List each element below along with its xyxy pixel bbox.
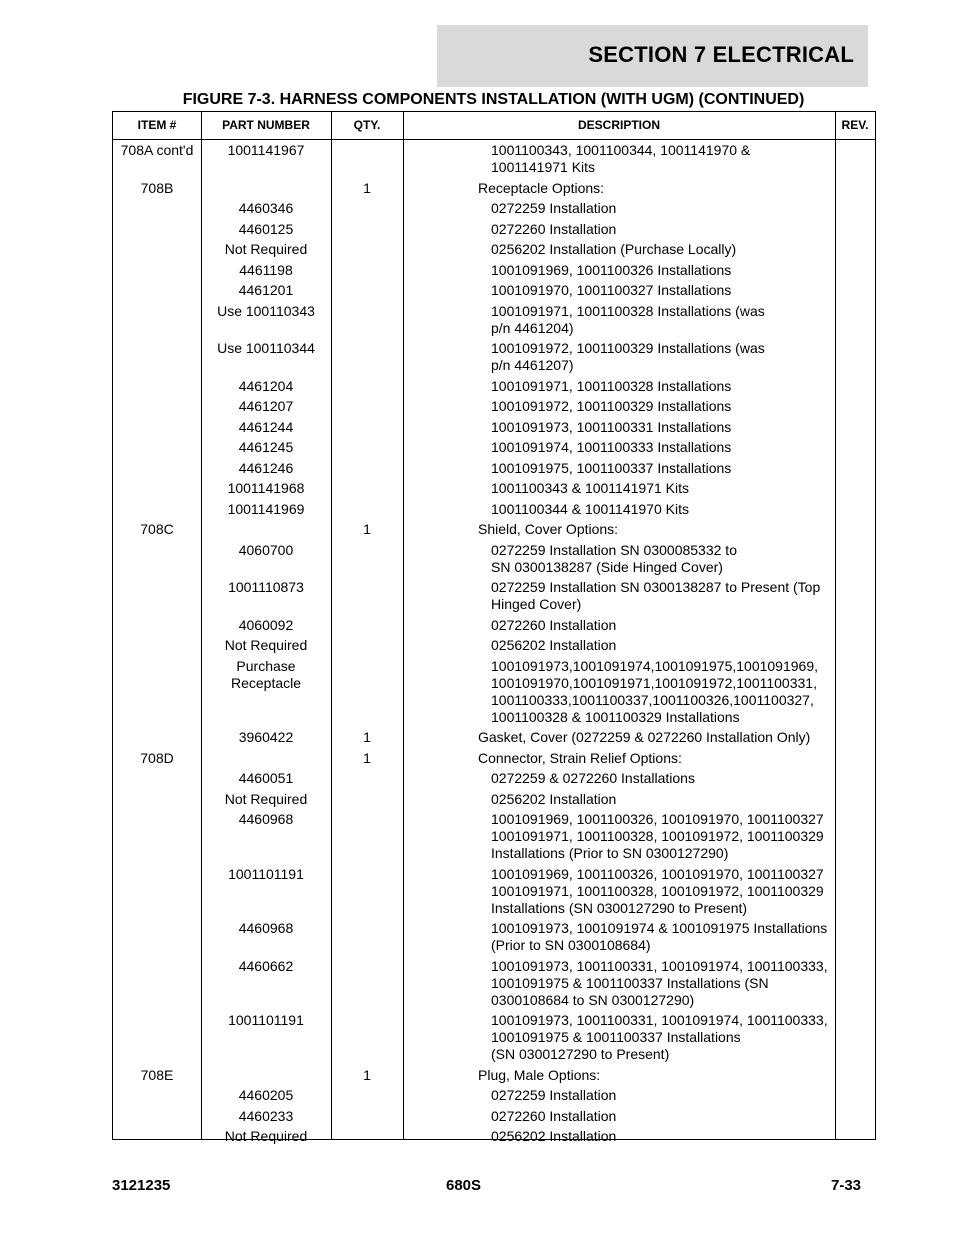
part-number-cell: 4461207 xyxy=(238,398,294,414)
description-cell: 1001091973, 1001100331 Installations xyxy=(491,418,732,435)
footer-page: 7-33 xyxy=(831,1177,862,1194)
description-cell: 0272259 Installation xyxy=(491,200,617,216)
footer-doc-number: 3121235 xyxy=(112,1177,171,1194)
section-banner xyxy=(437,25,868,87)
figure-title: FIGURE 7-3. HARNESS COMPONENTS INSTALLATION (WITH UGM) (CONTINUED) xyxy=(182,91,805,108)
column-divider xyxy=(331,112,332,1139)
part-number-cell: 1001110873 xyxy=(228,579,304,595)
part-number-cell: 4060092 xyxy=(238,616,294,633)
part-number-cell: 1001141967 xyxy=(227,142,305,158)
qty-cell: 1 xyxy=(363,749,371,766)
description-cell: 1001091969, 1001100326, 1001091970, 1001100327 1001091971, 1001100328, 1001091972, 1001100329 Installations (Prior to SN 0300127290) xyxy=(491,811,824,861)
part-number-cell: 4461245 xyxy=(238,439,294,455)
description-cell: 1001091970, 1001100327 Installations xyxy=(491,282,732,298)
description-cell: Receptacle Options: xyxy=(478,179,605,196)
part-number-cell: Not Required xyxy=(224,637,308,653)
part-number-cell: 4461198 xyxy=(239,261,293,278)
header-qty: QTY. xyxy=(353,118,381,132)
item-cell: 708E xyxy=(140,1066,174,1083)
description-cell: 1001091973, 1001100331, 1001091974, 1001100333, 1001091975 & 1001100337 Installations (SN 0300108684 to SN 0300127290) xyxy=(491,957,828,1008)
header-divider xyxy=(113,139,875,140)
header-rev: REV. xyxy=(841,118,869,132)
qty-cell: 1 xyxy=(363,729,371,745)
qty-cell: 1 xyxy=(363,1066,371,1083)
part-number-cell: 4460233 xyxy=(238,1107,294,1124)
header-item: ITEM # xyxy=(137,118,177,132)
part-number-cell: 3960422 xyxy=(238,729,294,745)
description-cell: 1001091973,1001091974,1001091975,1001091969, 1001091970,1001091971,1001091972,1001100331, 1001100333,1001100337,1001100326,1001100327, 1001100328 & 1001100329 Installations xyxy=(491,657,819,725)
description-cell: Connector, Strain Relief Options: xyxy=(478,749,682,766)
part-number-cell: Use 100110344 xyxy=(217,340,315,356)
item-cell: 708C xyxy=(140,521,174,537)
qty-cell: 1 xyxy=(363,521,371,537)
part-number-cell: 4461246 xyxy=(238,459,294,476)
description-cell: 1001091973, 1001091974 & 1001091975 Installations (Prior to SN 0300108684) xyxy=(491,920,828,953)
part-number-cell: 4460346 xyxy=(238,200,294,216)
part-number-cell: 1001141969 xyxy=(227,500,305,517)
description-cell: Gasket, Cover (0272259 & 0272260 Installation Only) xyxy=(478,729,811,745)
description-cell: 1001100343 & 1001141971 Kits xyxy=(491,480,689,496)
part-number-cell: 4460662 xyxy=(238,957,294,974)
description-cell: 1001100343, 1001100344, 1001141970 & 1001141971 Kits xyxy=(491,142,751,175)
footer-model: 680S xyxy=(446,1177,482,1194)
description-cell: 1001091972, 1001100329 Installations xyxy=(491,398,732,414)
description-cell: 0272259 Installation SN 0300085332 to SN 0300138287 (Side Hinged Cover) xyxy=(491,541,737,575)
description-cell: 0256202 Installation xyxy=(491,1128,617,1144)
description-cell: 0272259 Installation SN 0300138287 to Present (Top Hinged Cover) xyxy=(491,579,821,612)
part-number-cell: 4460051 xyxy=(238,770,294,786)
item-cell: 708D xyxy=(140,749,174,766)
description-cell: Plug, Male Options: xyxy=(478,1066,601,1083)
column-divider xyxy=(403,112,404,1139)
part-number-cell: 1001101191 xyxy=(228,865,304,882)
part-number-cell: 1001141968 xyxy=(227,480,305,496)
description-cell: 1001091969, 1001100326 Installations xyxy=(491,261,732,278)
description-cell: 0256202 Installation xyxy=(491,790,617,807)
description-cell: 1001091971, 1001100328 Installations xyxy=(491,377,732,394)
description-cell: 0272260 Installation xyxy=(491,1107,617,1124)
description-cell: 0256202 Installation (Purchase Locally) xyxy=(491,241,737,257)
part-number-cell: 4460125 xyxy=(238,220,294,237)
header-part-number: PART NUMBER xyxy=(222,118,310,132)
part-number-cell: Not Required xyxy=(224,790,308,807)
section-title: SECTION 7 ELECTRICAL xyxy=(588,42,854,67)
part-number-cell: 4461201 xyxy=(238,282,294,298)
description-cell: 0272260 Installation xyxy=(491,220,617,237)
description-cell: 1001091974, 1001100333 Installations xyxy=(491,439,732,455)
description-cell: 1001091973, 1001100331, 1001091974, 1001100333, 1001091975 & 1001100337 Installations (SN 0300127290 to Present) xyxy=(491,1012,828,1062)
item-cell: 708A cont'd xyxy=(120,142,194,158)
description-cell: 1001091971, 1001100328 Installations (was p/n 4461204) xyxy=(491,302,765,336)
description-cell: 1001100344 & 1001141970 Kits xyxy=(491,500,689,517)
part-number-cell: Not Required xyxy=(224,1128,308,1144)
header-description: DESCRIPTION xyxy=(577,118,660,132)
description-cell: 0256202 Installation xyxy=(491,637,617,653)
item-cell: 708B xyxy=(140,179,174,196)
part-number-cell: Purchase Receptacle xyxy=(230,657,302,691)
description-cell: 1001091969, 1001100326, 1001091970, 1001100327 1001091971, 1001100328, 1001091972, 1001100329 Installations (SN 0300127290 to Present) xyxy=(491,865,824,916)
qty-cell: 1 xyxy=(363,179,371,196)
part-number-cell: 4060700 xyxy=(238,541,294,558)
description-cell: 1001091975, 1001100337 Installations xyxy=(491,459,732,476)
part-number-cell: 4461244 xyxy=(238,418,294,435)
part-number-cell: 4460968 xyxy=(238,920,294,936)
part-number-cell: 4460968 xyxy=(238,811,294,827)
part-number-cell: 4461204 xyxy=(238,377,294,394)
description-cell: 0272260 Installation xyxy=(491,616,617,633)
description-cell: 0272259 & 0272260 Installations xyxy=(491,770,695,786)
part-number-cell: Use 100110343 xyxy=(217,302,315,319)
description-cell: 0272259 Installation xyxy=(491,1087,617,1103)
description-cell: 1001091972, 1001100329 Installations (was p/n 4461207) xyxy=(491,340,765,373)
part-number-cell: 4460205 xyxy=(238,1087,294,1103)
part-number-cell: 1001101191 xyxy=(228,1012,304,1028)
parts-table xyxy=(112,111,876,1144)
description-cell: Shield, Cover Options: xyxy=(478,521,619,537)
part-number-cell: Not Required xyxy=(224,241,308,257)
